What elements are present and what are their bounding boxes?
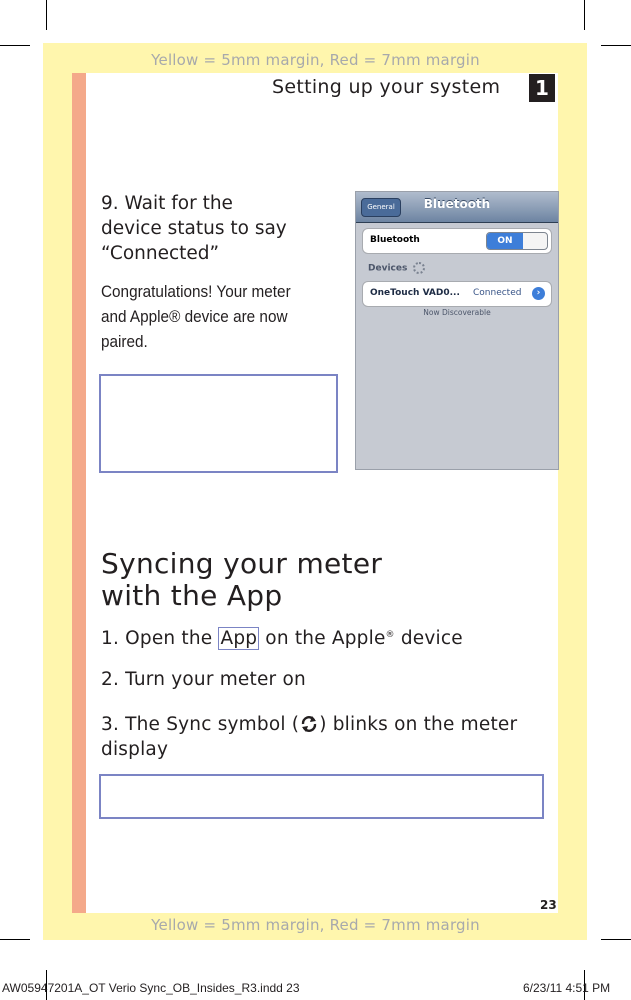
- bluetooth-toggle-row: [362, 228, 552, 254]
- devices-section-label: [368, 262, 425, 274]
- device-name: OneTouch VAD0...: [370, 288, 460, 298]
- step-9-body: [101, 279, 304, 354]
- running-header: Setting up your system: [272, 76, 501, 98]
- step-9-heading: [101, 191, 321, 266]
- crop-mark: [46, 0, 47, 30]
- step-9-body-line: paired.: [101, 332, 148, 351]
- image-placeholder-frame: [99, 374, 338, 473]
- step-9-heading-line: 9. Wait for the: [101, 193, 233, 214]
- step-9-body-line: Congratulations! Your meter: [101, 282, 291, 301]
- toggle-on-label: ON: [487, 233, 523, 249]
- now-discoverable-label: Now Discoverable: [423, 308, 491, 317]
- step-2: 2. Turn your meter on: [101, 669, 306, 690]
- step-3: [101, 712, 517, 762]
- devices-label: Devices: [368, 263, 408, 274]
- section-title-line: Syncing your meter: [101, 547, 383, 580]
- red-margin-band: [72, 73, 86, 913]
- spinner-icon: [413, 262, 425, 274]
- slug-filename: AW05947201A_OT Verio Sync_OB_Insides_R3.indd 23: [2, 981, 300, 995]
- step-9-body-line: and Apple® device are now: [101, 307, 288, 326]
- step-1: [101, 627, 463, 650]
- bluetooth-screenshot: [355, 191, 559, 470]
- chapter-tab: 1: [529, 74, 555, 102]
- section-title: [101, 548, 382, 612]
- crop-mark: [601, 45, 631, 46]
- page-number: 23: [540, 898, 557, 912]
- crop-mark: [584, 0, 585, 30]
- chevron-right-icon: ›: [532, 287, 545, 300]
- step-3-text: 3. The Sync symbol (: [101, 714, 300, 735]
- step-1-text: 1. Open the: [101, 628, 219, 649]
- slug-date: 6/23/11 4:51 PM: [523, 981, 611, 995]
- step-9-heading-line: device status to say: [101, 218, 287, 239]
- sync-icon: [299, 715, 319, 733]
- image-placeholder-frame: [99, 774, 544, 819]
- ios-nav-title: Bluetooth: [423, 197, 491, 211]
- registered-mark: ®: [385, 629, 395, 640]
- step-9-heading-line: “Connected”: [101, 243, 220, 264]
- step-1-text: on the Apple: [259, 628, 386, 649]
- device-row: [362, 281, 552, 307]
- step-3-line: [101, 712, 517, 737]
- app-word-highlight: App: [220, 628, 258, 649]
- step-3-line: display: [101, 739, 169, 760]
- bluetooth-toggle: [486, 232, 548, 250]
- device-status: Connected: [473, 288, 522, 298]
- ios-nav-bar: [356, 192, 558, 223]
- margin-note-top: Yellow = 5mm margin, Red = 7mm margin: [151, 51, 480, 69]
- crop-mark: [601, 939, 631, 940]
- step-3-text: ) blinks on the meter: [319, 714, 518, 735]
- crop-mark: [0, 45, 30, 46]
- crop-mark: [0, 939, 30, 940]
- section-title-line: with the App: [101, 579, 283, 612]
- step-1-text: device: [394, 628, 463, 649]
- bluetooth-row-label: Bluetooth: [370, 235, 420, 245]
- margin-note-bottom: Yellow = 5mm margin, Red = 7mm margin: [151, 916, 480, 934]
- general-back-button: General: [361, 198, 401, 217]
